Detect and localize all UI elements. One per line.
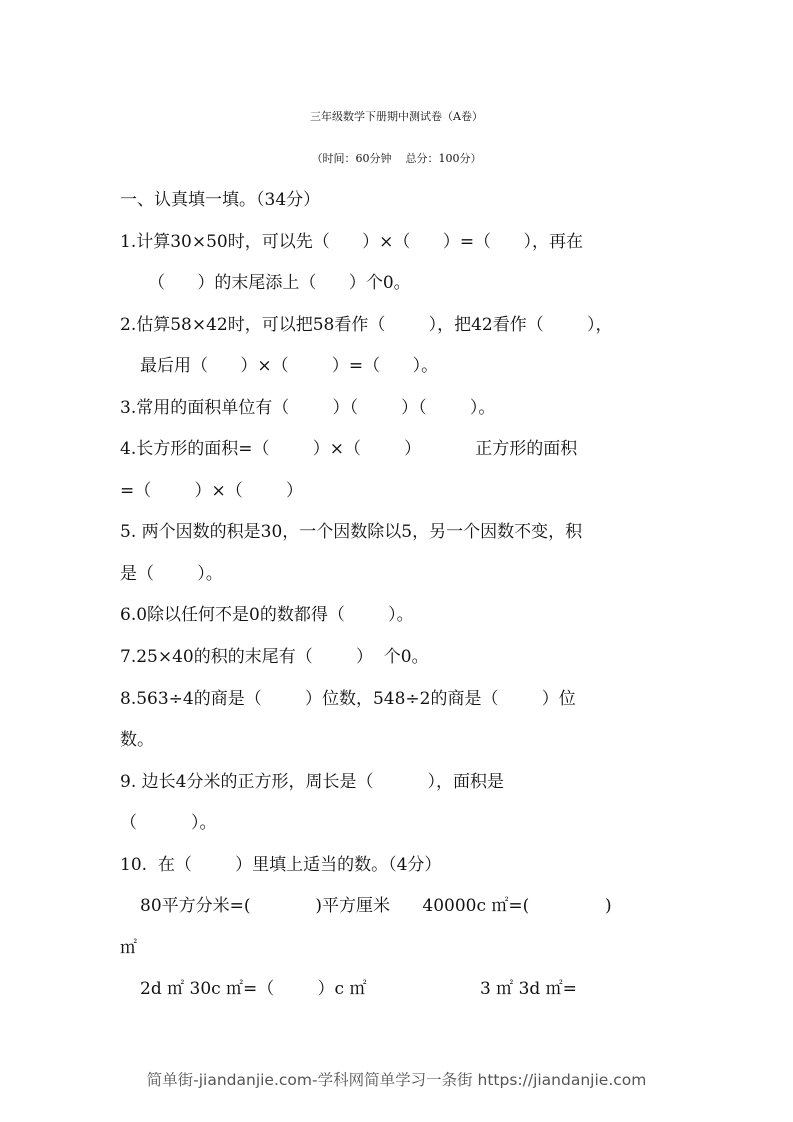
question-line: 数。 [120,730,154,750]
exam-subtitle: （时间：60分钟 总分：100分） [311,152,482,165]
question-line: 3.常用的面积单位有（ ）（ ）（ ）。 [120,398,496,418]
question-line: =（ ）×（ ） [120,481,303,501]
footer-watermark: 简单街-jiandanjie.com-学科网简单学习一条街 https://jiandanjie.com [146,1071,647,1089]
question-line: 2.估算58×42时，可以把58看作（ ），把42看作（ ）， [120,315,613,335]
section-heading: 一、认真填一填。（34分） [120,190,321,210]
question-line: 8.563÷4的商是（ ）位数，548÷2的商是（ ）位 [120,689,576,709]
question-line: （ ）的末尾添上（ ）个0。 [148,273,411,293]
question-line: 9. 边长4分米的正方形，周长是（ ），面积是 [120,772,504,792]
question-line: 10. 在（ ）里填上适当的数。（4分） [120,855,442,875]
question-line: 5. 两个因数的积是30，一个因数除以5，另一个因数不变，积 [120,522,583,542]
question-line: 2d ㎡ 30c ㎡=（ ）c ㎡ 3 ㎡ 3d ㎡= [140,979,577,999]
question-line: （ ）。 [120,813,217,833]
question-line: ㎡ [120,938,137,958]
question-line: 是（ ）。 [120,564,223,584]
question-line: 4.长方形的面积=（ ）×（ ） 正方形的面积 [120,439,578,459]
question-line: 1.计算30×50时，可以先（ ）×（ ）=（ ），再在 [120,232,583,252]
exam-title: 三年级数学下册期中测试卷（A卷） [310,110,483,123]
question-line: 7.25×40的积的末尾有（ ） 个0。 [120,647,429,667]
question-line: 80平方分米=( )平方厘米 40000c ㎡=( ) [140,896,612,916]
question-line: 6.0除以任何不是0的数都得（ ）。 [120,605,414,625]
question-line: 最后用（ ）×（ ）=（ ）。 [140,356,439,376]
